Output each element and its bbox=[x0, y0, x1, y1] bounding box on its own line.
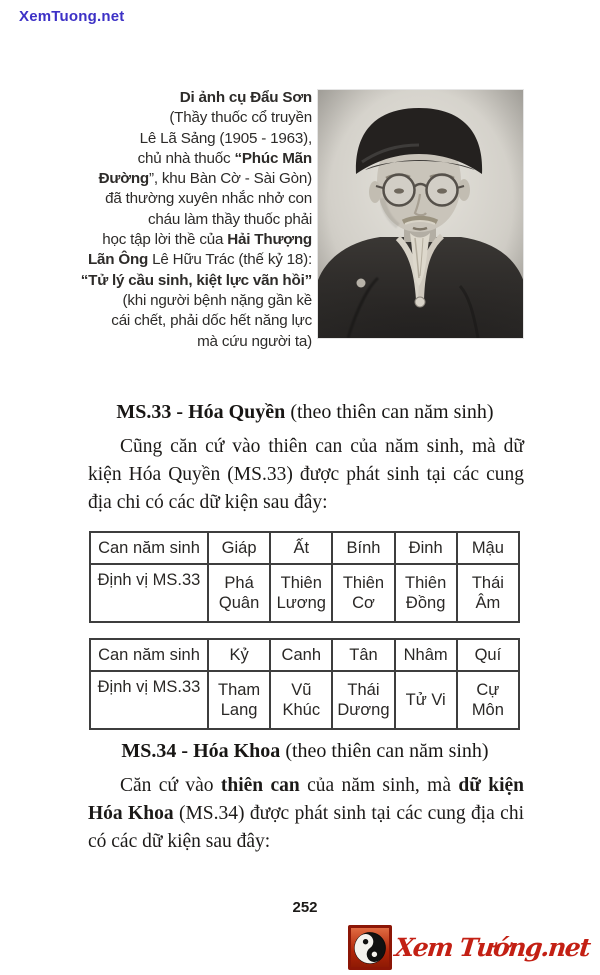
text-run: của năm sinh, mà bbox=[299, 775, 459, 796]
bold-text: dữ kiện Hóa Khoa bbox=[88, 775, 525, 824]
site-watermark-top: XemTuong.net bbox=[19, 8, 125, 25]
text-run: cái chết, phải dốc hết năng lực bbox=[111, 312, 312, 330]
footer-logo-text: Xem Tướng.net bbox=[393, 933, 591, 962]
caption-line bbox=[56, 169, 312, 189]
value-cell: Thái Âm bbox=[457, 564, 519, 622]
text-run: mà cứu người ta) bbox=[197, 332, 312, 350]
header-cell: Kỷ bbox=[208, 639, 270, 671]
caption-line bbox=[56, 129, 312, 149]
caption-line bbox=[56, 291, 312, 311]
text-run: chủ nhà thuốc bbox=[137, 149, 235, 167]
heading-subtitle: (theo thiên can năm sinh) bbox=[285, 401, 494, 423]
bold-text: Hải Thượng bbox=[227, 231, 312, 249]
caption-line bbox=[56, 88, 312, 108]
header-cell: Nhâm bbox=[395, 639, 457, 671]
text-run: Căn cứ vào bbox=[120, 775, 221, 796]
text-run: cháu làm thầy thuốc phải bbox=[147, 210, 312, 228]
paragraph-ms33 bbox=[88, 433, 524, 517]
caption-line bbox=[56, 108, 312, 128]
heading-subtitle: (theo thiên can năm sinh) bbox=[280, 740, 489, 762]
bold-text: “Tử lý cầu sinh, kiệt lực vãn hồi” bbox=[80, 271, 312, 289]
bold-text: Lãn Ông bbox=[87, 251, 149, 269]
caption-line bbox=[56, 230, 312, 250]
caption-line bbox=[56, 250, 312, 270]
text-run: Lê Lã Sảng (1905 - 1963), bbox=[139, 129, 312, 147]
value-cell: Cự Môn bbox=[457, 671, 519, 729]
header-cell: Ất bbox=[270, 532, 332, 564]
yin-yang-icon bbox=[348, 925, 392, 970]
site-watermark-footer bbox=[348, 925, 595, 970]
header-label-cell: Can năm sinh bbox=[90, 532, 208, 564]
caption-line bbox=[56, 271, 312, 291]
paragraph-ms34 bbox=[88, 772, 524, 856]
value-cell: Thiên Lương bbox=[270, 564, 332, 622]
caption-line bbox=[56, 189, 312, 209]
header-label-cell: Can năm sinh bbox=[90, 639, 208, 671]
table-ms33-giap-mau bbox=[89, 531, 520, 623]
text-run: đã thường xuyên nhắc nhở con bbox=[105, 190, 312, 208]
section-heading-ms33 bbox=[88, 401, 522, 424]
caption-line bbox=[56, 311, 312, 331]
text-run: học tập lời thề của bbox=[102, 231, 228, 249]
value-cell: Phá Quân bbox=[208, 564, 270, 622]
table-data-row bbox=[90, 671, 519, 729]
table-data-row bbox=[90, 564, 519, 622]
elder-portrait-photo bbox=[318, 90, 523, 338]
value-cell: Tử Vi bbox=[395, 671, 457, 729]
heading-code: MS.34 - Hóa Khoa bbox=[121, 740, 281, 762]
header-cell: Tân bbox=[332, 639, 394, 671]
table-header-row bbox=[90, 639, 519, 671]
bold-text: thiên can bbox=[220, 775, 300, 796]
header-cell: Mậu bbox=[457, 532, 519, 564]
header-cell: Đinh bbox=[395, 532, 457, 564]
value-cell: Vũ Khúc bbox=[270, 671, 332, 729]
caption-line bbox=[56, 332, 312, 352]
header-cell: Canh bbox=[270, 639, 332, 671]
section-heading-ms34 bbox=[88, 740, 522, 763]
value-cell: Tham Lang bbox=[208, 671, 270, 729]
text-run: ”, khu Bàn Cờ - Sài Gòn) bbox=[148, 170, 312, 188]
value-cell: Thái Dương bbox=[332, 671, 394, 729]
page-number: 252 bbox=[292, 899, 318, 916]
caption-line bbox=[56, 210, 312, 230]
bold-text: Đường bbox=[98, 170, 149, 188]
caption-line bbox=[56, 149, 312, 169]
text-run: Lê Hữu Trác (thế kỷ 18): bbox=[148, 251, 312, 269]
table-header-row bbox=[90, 532, 519, 564]
value-cell: Thiên Cơ bbox=[332, 564, 394, 622]
text-run: (MS.34) được phát sinh tại các cung địa chi có các dữ kiện sau đây: bbox=[88, 803, 524, 852]
row-label-cell: Định vị MS.33 bbox=[90, 671, 208, 729]
text-run: (Thầy thuốc cổ truyền bbox=[169, 109, 312, 127]
bold-text: Di ảnh cụ Đẩu Sơn bbox=[179, 89, 312, 106]
header-cell: Bính bbox=[332, 532, 394, 564]
text-run: Cũng căn cứ vào thiên can của năm sinh, mà dữ kiện Hóa Quyền (MS.33) được phát sinh tại các cung địa chi có các dữ kiện sau đây: bbox=[88, 436, 524, 513]
bold-text: “Phúc Mãn bbox=[234, 149, 312, 167]
table-ms33-ky-qui bbox=[89, 638, 520, 730]
header-cell: Quí bbox=[457, 639, 519, 671]
heading-code: MS.33 - Hóa Quyền bbox=[116, 401, 286, 423]
value-cell: Thiên Đồng bbox=[395, 564, 457, 622]
portrait-caption bbox=[56, 88, 312, 352]
row-label-cell: Định vị MS.33 bbox=[90, 564, 208, 622]
header-cell: Giáp bbox=[208, 532, 270, 564]
text-run: (khi người bệnh nặng gần kề bbox=[122, 291, 312, 309]
